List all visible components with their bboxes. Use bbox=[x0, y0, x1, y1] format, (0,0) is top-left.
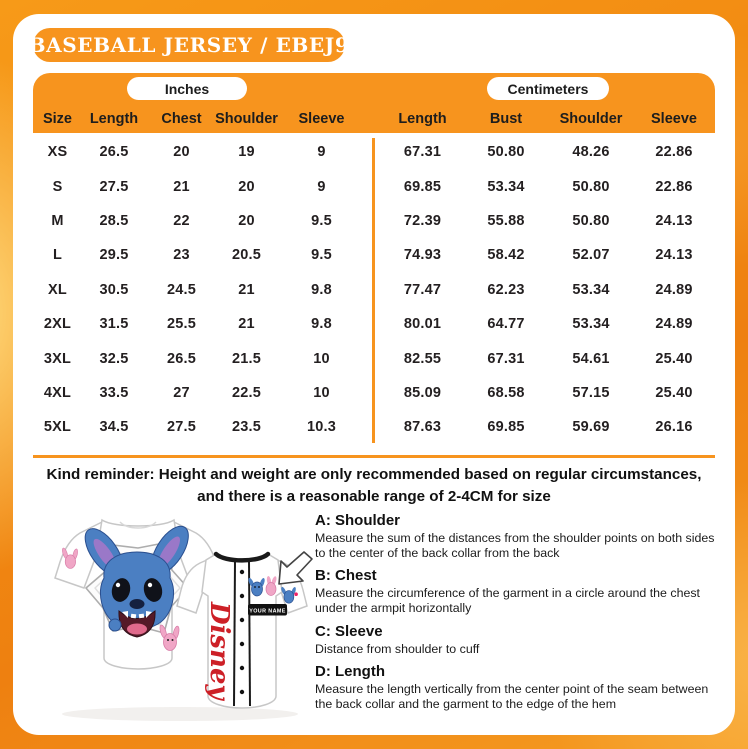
page-title-pill bbox=[28, 28, 350, 62]
measurement-cell: 64.77 bbox=[487, 316, 525, 333]
measurement-cell: 32.5 bbox=[99, 350, 129, 367]
measurement-cell: 27.5 bbox=[99, 178, 129, 195]
measurement-cell: 20 bbox=[238, 212, 255, 229]
measurement-cell: 24.13 bbox=[655, 212, 693, 229]
sleeve-arrow-icon bbox=[279, 552, 312, 584]
column-header: Length bbox=[89, 111, 139, 127]
measurement-cell: 25.40 bbox=[655, 384, 693, 401]
measurement-cell: 20 bbox=[173, 144, 190, 161]
column-header: Shoulder bbox=[559, 111, 623, 127]
measurement-cell: 58.42 bbox=[487, 247, 525, 264]
measurement-cell: 21 bbox=[238, 316, 255, 333]
measurement-cell: 9 bbox=[317, 178, 326, 195]
guide-item bbox=[315, 623, 721, 657]
measurement-cell: 87.63 bbox=[403, 419, 442, 436]
measurement-cell: 68.58 bbox=[487, 384, 525, 401]
measurement-cell: 27 bbox=[173, 384, 190, 401]
measurement-cell: 50.80 bbox=[487, 144, 525, 161]
measurement-cell: 57.15 bbox=[572, 384, 610, 401]
table-header-band bbox=[33, 73, 715, 133]
measurement-cell: 67.31 bbox=[403, 144, 442, 161]
column-header: Sleeve bbox=[651, 111, 697, 127]
disney-logo-text: Disney bbox=[204, 602, 234, 700]
measurement-cell: 9 bbox=[317, 144, 326, 161]
measurement-cell: 55.88 bbox=[487, 212, 525, 229]
column-header-row bbox=[35, 111, 713, 127]
measurement-cell: 80.01 bbox=[403, 316, 442, 333]
size-label: XL bbox=[48, 281, 67, 298]
size-label: 4XL bbox=[43, 384, 72, 401]
measurement-cell: 20.5 bbox=[231, 247, 262, 264]
your-name-patch bbox=[248, 604, 287, 616]
measurement-cell: 22.5 bbox=[231, 384, 262, 401]
measurement-cell: 21.5 bbox=[231, 350, 262, 367]
column-header: Sleeve bbox=[298, 111, 345, 127]
size-label: L bbox=[52, 247, 63, 264]
measurement-cell: 25.5 bbox=[166, 316, 197, 333]
size-label: S bbox=[52, 178, 63, 195]
guide-heading: A: Shoulder bbox=[315, 512, 400, 529]
unit-pill-centimeters bbox=[487, 77, 609, 100]
column-header: Shoulder bbox=[215, 111, 278, 127]
measurement-cell: 29.5 bbox=[99, 247, 129, 264]
measurement-cell: 30.5 bbox=[99, 281, 129, 298]
measurement-cell: 59.69 bbox=[572, 419, 610, 436]
measurement-cell: 50.80 bbox=[572, 178, 610, 195]
measurement-cell: 9.8 bbox=[311, 281, 332, 298]
measurement-cell: 21 bbox=[238, 281, 255, 298]
size-chart-card bbox=[13, 14, 735, 735]
measurement-cell: 9.5 bbox=[311, 247, 332, 264]
measurement-cell: 9.5 bbox=[311, 212, 332, 229]
column-header: Length bbox=[398, 111, 447, 127]
measurement-cell: 53.34 bbox=[572, 281, 610, 298]
kind-reminder-line1: Kind reminder: Height and weight are only recommended based on regular circumstances, bbox=[46, 466, 702, 483]
measurement-cell: 52.07 bbox=[572, 247, 610, 264]
measurement-cell: 22 bbox=[173, 212, 190, 229]
size-label: XS bbox=[47, 144, 68, 161]
measurement-cell: 10.3 bbox=[306, 419, 337, 436]
measurement-cell: 24.89 bbox=[655, 281, 693, 298]
jersey-art-svg bbox=[19, 500, 321, 732]
measurement-cell: 33.5 bbox=[99, 384, 129, 401]
guide-text: Distance from shoulder to cuff bbox=[315, 641, 480, 656]
measurement-cell: 20 bbox=[238, 178, 255, 195]
page-title: BASEBALL JERSEY / EBEJ9 bbox=[28, 33, 350, 57]
size-label: 2XL bbox=[43, 316, 72, 333]
guide-item bbox=[315, 512, 721, 560]
measurement-cell: 26.5 bbox=[166, 350, 197, 367]
jersey-shadow bbox=[62, 707, 298, 721]
measurement-cell: 31.5 bbox=[99, 316, 129, 333]
measurement-cell: 62.23 bbox=[487, 281, 525, 298]
measurement-cell: 50.80 bbox=[572, 212, 610, 229]
unit-pill-inches bbox=[127, 77, 247, 100]
size-label: 3XL bbox=[43, 350, 72, 367]
measurement-cell: 24.5 bbox=[166, 281, 197, 298]
measurement-cell: 72.39 bbox=[403, 212, 442, 229]
bottom-section bbox=[13, 496, 735, 734]
measurement-cell: 22.86 bbox=[655, 144, 693, 161]
guide-item bbox=[315, 663, 721, 711]
measurement-cell: 10 bbox=[313, 350, 330, 367]
horizontal-divider bbox=[33, 455, 715, 458]
kind-reminder-line2: and there is a reasonable range of 2-4CM for size bbox=[197, 488, 551, 506]
guide-item bbox=[315, 567, 721, 615]
unit-label-centimeters: Centimeters bbox=[507, 80, 589, 97]
column-header: Chest bbox=[161, 111, 202, 127]
front-jersey bbox=[177, 552, 312, 708]
guide-text: Measure the length vertically from the center point of the seam between the back collar and the garment to the edge of the hem bbox=[315, 682, 709, 711]
collar-trim bbox=[216, 554, 268, 560]
measurement-cell: 77.47 bbox=[403, 281, 442, 298]
measurement-cell: 53.34 bbox=[487, 178, 525, 195]
guide-heading: B: Chest bbox=[315, 567, 377, 585]
measurement-cell: 25.40 bbox=[655, 350, 693, 367]
measurement-cell: 48.26 bbox=[572, 144, 610, 161]
vertical-divider bbox=[372, 138, 375, 443]
measurement-cell: 85.09 bbox=[403, 384, 442, 401]
size-label: 5XL bbox=[43, 419, 72, 436]
measurement-cell: 23.5 bbox=[231, 419, 262, 436]
measurement-cell: 74.93 bbox=[403, 247, 442, 264]
measurement-cell: 24.89 bbox=[655, 316, 693, 333]
measurement-cell: 69.85 bbox=[403, 178, 442, 195]
measurement-cell: 19 bbox=[238, 144, 255, 161]
unit-label-inches: Inches bbox=[164, 80, 210, 97]
column-header: Size bbox=[42, 111, 72, 127]
measurement-cell: 26.16 bbox=[655, 419, 693, 436]
measurement-cell: 23 bbox=[173, 247, 190, 264]
measure-guide bbox=[315, 512, 721, 718]
measurement-cell: 10 bbox=[313, 384, 330, 401]
guide-text: Measure the sum of the distances from the shoulder points on both sides to the center of the back collar from the back bbox=[315, 531, 715, 560]
measurement-cell: 53.34 bbox=[572, 316, 610, 333]
guide-heading: C: Sleeve bbox=[315, 622, 383, 640]
measurement-cell: 67.31 bbox=[487, 350, 525, 367]
measurement-cell: 28.5 bbox=[99, 212, 129, 229]
your-name-text: YOUR NAME bbox=[249, 608, 286, 615]
jersey-illustration bbox=[19, 500, 321, 732]
measurement-cell: 82.55 bbox=[403, 350, 442, 367]
measurement-cell: 27.5 bbox=[166, 419, 197, 436]
measurement-cell: 9.8 bbox=[311, 316, 332, 333]
measurement-cell: 24.13 bbox=[655, 247, 693, 264]
measurement-cell: 21 bbox=[173, 178, 190, 195]
measurement-cell: 34.5 bbox=[99, 419, 129, 436]
size-label: M bbox=[51, 212, 64, 229]
column-header: Bust bbox=[489, 111, 523, 127]
guide-heading: D: Length bbox=[315, 663, 385, 681]
measurement-cell: 69.85 bbox=[487, 419, 525, 436]
measurement-cell: 22.86 bbox=[655, 178, 693, 195]
measurement-cell: 54.61 bbox=[572, 350, 610, 367]
measurement-cell: 26.5 bbox=[99, 144, 129, 161]
guide-text: Measure the circumference of the garment in a circle around the chest under the armpit horizontally bbox=[315, 586, 700, 615]
